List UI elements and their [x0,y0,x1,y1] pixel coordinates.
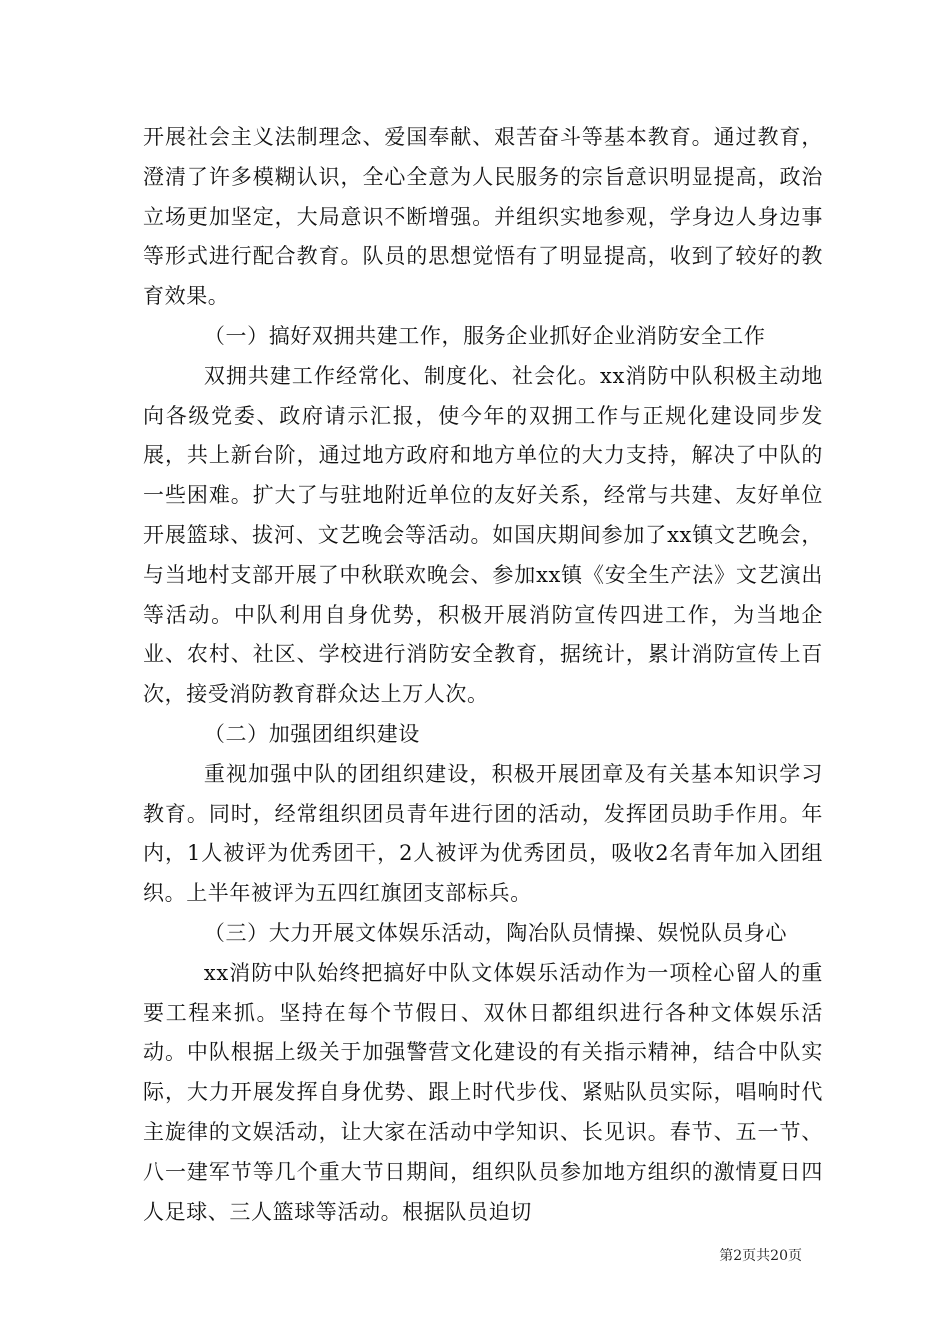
page-number-footer: 第2页共20页 [719,1248,802,1264]
paragraph-section-1: 双拥共建工作经常化、制度化、社会化。xx消防中队积极主动地向各级党委、政府请示汇报，使今年的双拥工作与正规化建设同步发展，共上新台阶，通过地方政府和地方单位的大力支持，解决了中队的一些困难。扩大了与驻地附近单位的友好关系，经常与共建、友好单位开展篮球、拔河、文艺晚会等活动。如国庆期间参加了xx镇文艺晚会，与当地村支部开展了中秋联欢晚会、参加xx镇《安全生产法》文艺演出等活动。中队利用自身优势，积极开展消防宣传四进工作，为当地企业、农村、社区、学校进行消防安全教育，据统计，累计消防宣传上百次，接受消防教育群众达上万人次。 [143,363,823,707]
section-heading-1: （一）搞好双拥共建工作，服务企业抓好企业消防安全工作 [203,323,766,348]
page-body [143,118,823,1232]
paragraph-intro: 开展社会主义法制理念、爱国奉献、艰苦奋斗等基本教育。通过教育，澄清了许多模糊认识，全心全意为人民服务的宗旨意识明显提高，政治立场更加坚定，大局意识不断增强。并组织实地参观，学身边人身边事等形式进行配合教育。队员的思想觉悟有了明显提高，收到了较好的教育效果。 [143,125,823,309]
paragraph-section-3: xx消防中队始终把搞好中队文体娱乐活动作为一项栓心留人的重要工程来抓。坚持在每个节假日、双休日都组织进行各种文体娱乐活动。中队根据上级关于加强警营文化建设的有关指示精神，结合中队实际，大力开展发挥自身优势、跟上时代步伐、紧贴队员实际，唱响时代主旋律的文娱活动，让大家在活动中学知识、长见识。春节、五一节、八一建军节等几个重大节日期间，组织队员参加地方组织的激情夏日四人足球、三人篮球等活动。根据队员迫切 [143,960,823,1224]
paragraph-section-2: 重视加强中队的团组织建设，积极开展团章及有关基本知识学习教育。同时，经常组织团员青年进行团的活动，发挥团员助手作用。年内，1人被评为优秀团干，2人被评为优秀团员，吸收2名青年加入团组织。上半年被评为五四红旗团支部标兵。 [143,761,823,906]
section-heading-3: （三）大力开展文体娱乐活动，陶冶队员情操、娱悦队员身心 [203,920,788,945]
section-heading-2: （二）加强团组织建设 [203,721,420,746]
